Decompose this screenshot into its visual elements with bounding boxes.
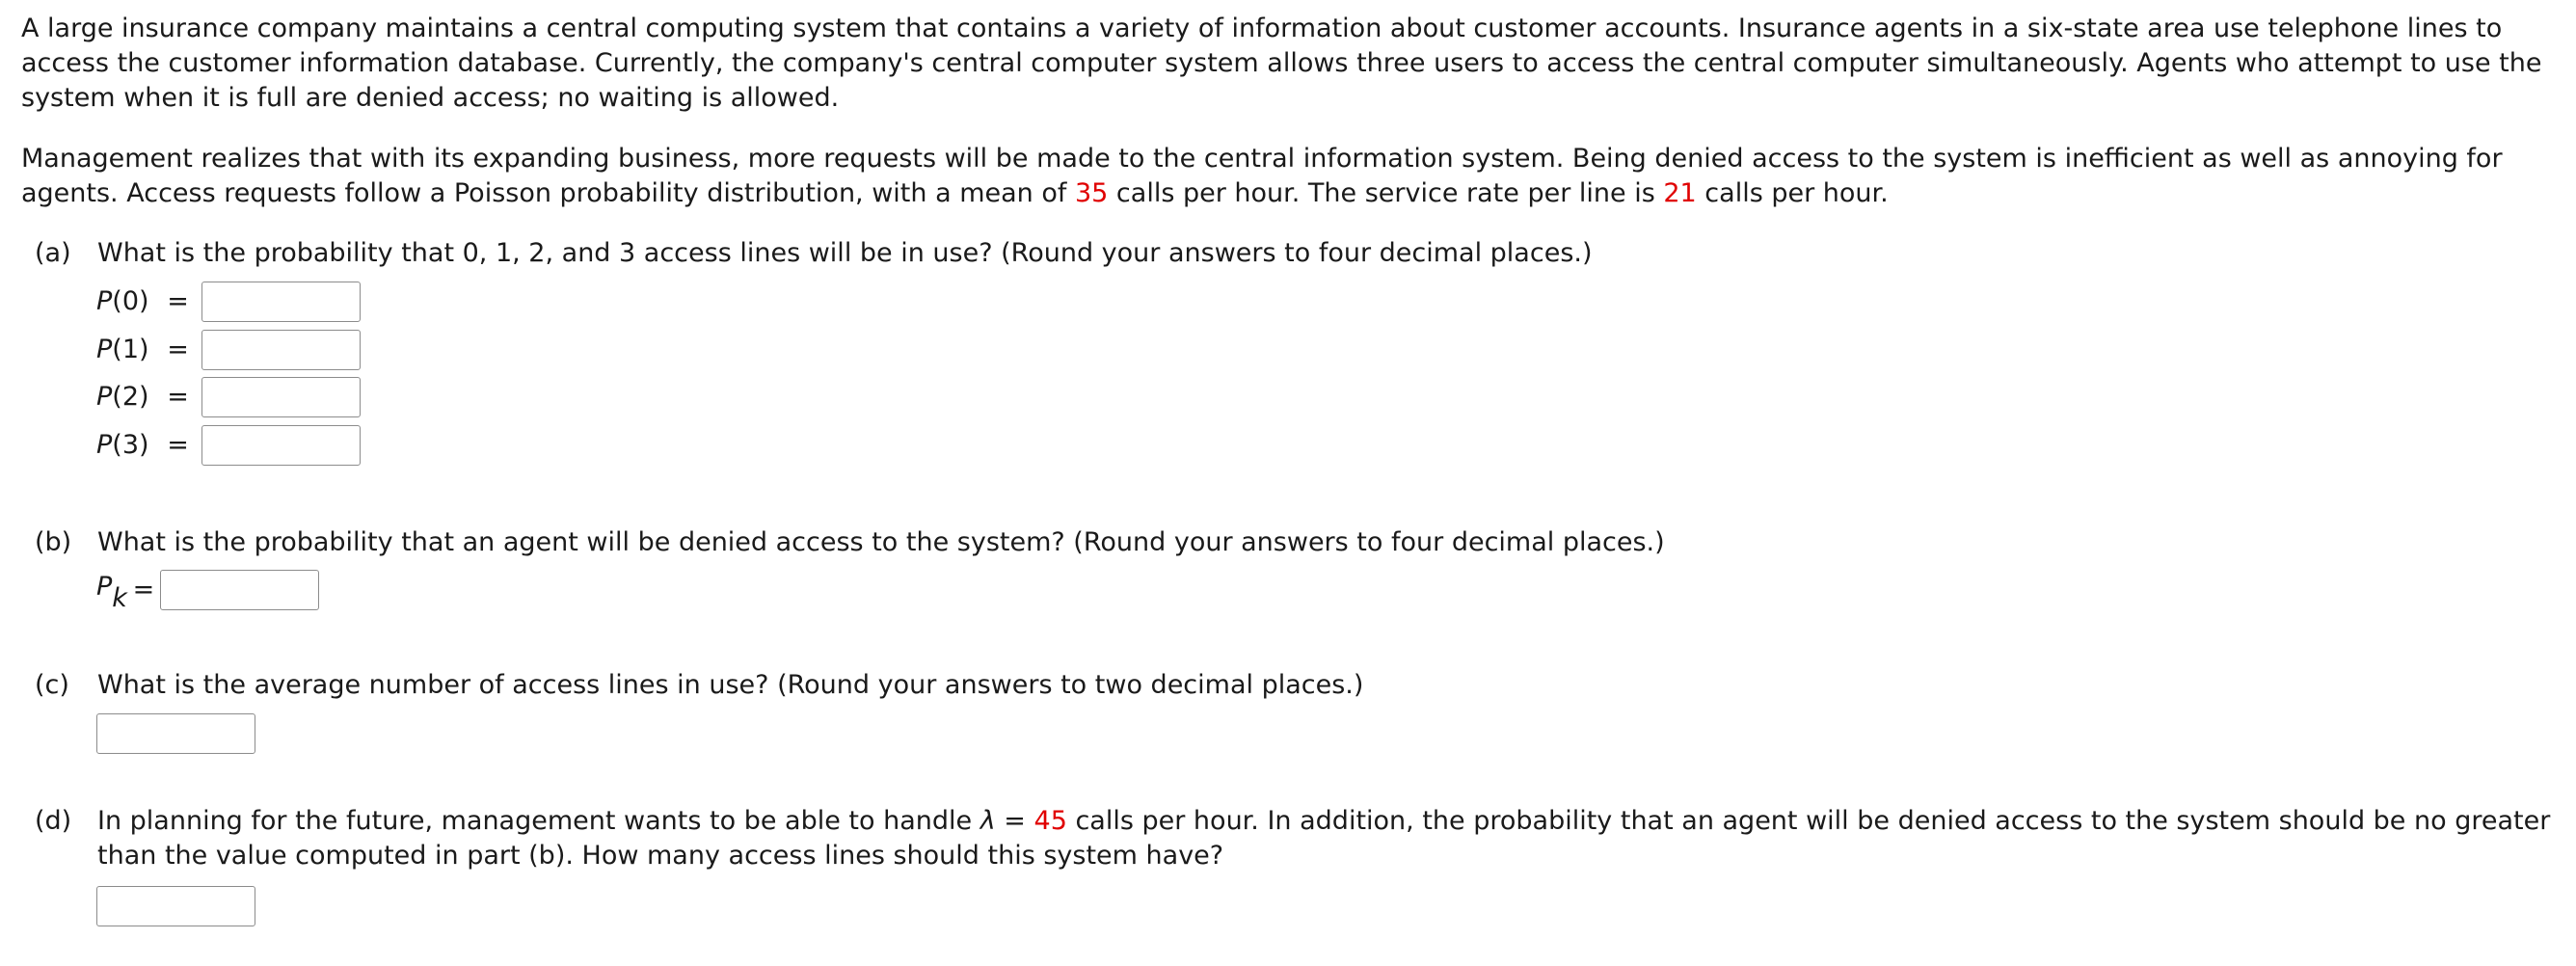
p2-answer-input[interactable]	[201, 377, 361, 417]
access-lines-answer-input[interactable]	[96, 886, 255, 926]
p1-row: P(1) =	[96, 329, 361, 371]
part-c-label: (c)	[35, 670, 69, 700]
pk-row: P k =	[96, 569, 319, 611]
part-c-question: What is the average number of access lines in use? (Round your answers to two decimal places.)	[97, 670, 1364, 700]
average-lines-answer-input[interactable]	[96, 713, 255, 754]
p0-row: P(0) =	[96, 281, 361, 323]
p3-answer-input[interactable]	[201, 425, 361, 466]
p3-row: P(3) =	[96, 424, 361, 467]
part-b-question: What is the probability that an agent will be denied access to the system? (Round your answers to four decimal places.)	[97, 527, 1665, 557]
service-rate-value: 21	[1663, 178, 1697, 208]
mean-calls-value: 35	[1074, 178, 1109, 208]
pk-symbol: P	[96, 572, 113, 602]
intro-paragraph-2: Management realizes that with its expanding business, more requests will be made to the central information system. Being denied access to the system is inefficient as well as annoying for agents. Access requests follow a Poisson probability distribution, with a mean of 35 calls per hour. The service rate per line is 21 calls per hour.	[21, 144, 2503, 208]
p2-row: P(2) =	[96, 376, 361, 418]
p1-answer-input[interactable]	[201, 330, 361, 370]
part-b-label: (b)	[35, 527, 72, 557]
part-d-label: (d)	[35, 806, 72, 836]
pk-answer-input[interactable]	[160, 570, 319, 610]
lambda-value: 45	[1033, 806, 1067, 836]
part-a-question: What is the probability that 0, 1, 2, and 3 access lines will be in use? (Round your answers to four decimal places.)	[97, 238, 1593, 268]
part-a-label: (a)	[35, 238, 71, 268]
part-d-question: In planning for the future, management wants to be able to handle λ = 45 calls per hour. In addition, the probability that an agent will be denied access to the system should be no greater than the value computed in part (b). How many access lines should this system have?	[97, 806, 2551, 871]
lambda-symbol: λ	[979, 806, 996, 836]
p0-answer-input[interactable]	[201, 282, 361, 322]
intro-paragraph-1: A large insurance company maintains a central computing system that contains a variety of information about customer accounts. Insurance agents in a six-state area use telephone lines to access the customer information database. Currently, the company's central computer system allows three users to access the central computer simultaneously. Agents who attempt to use the system when it is full are denied access; no waiting is allowed.	[21, 13, 2542, 113]
